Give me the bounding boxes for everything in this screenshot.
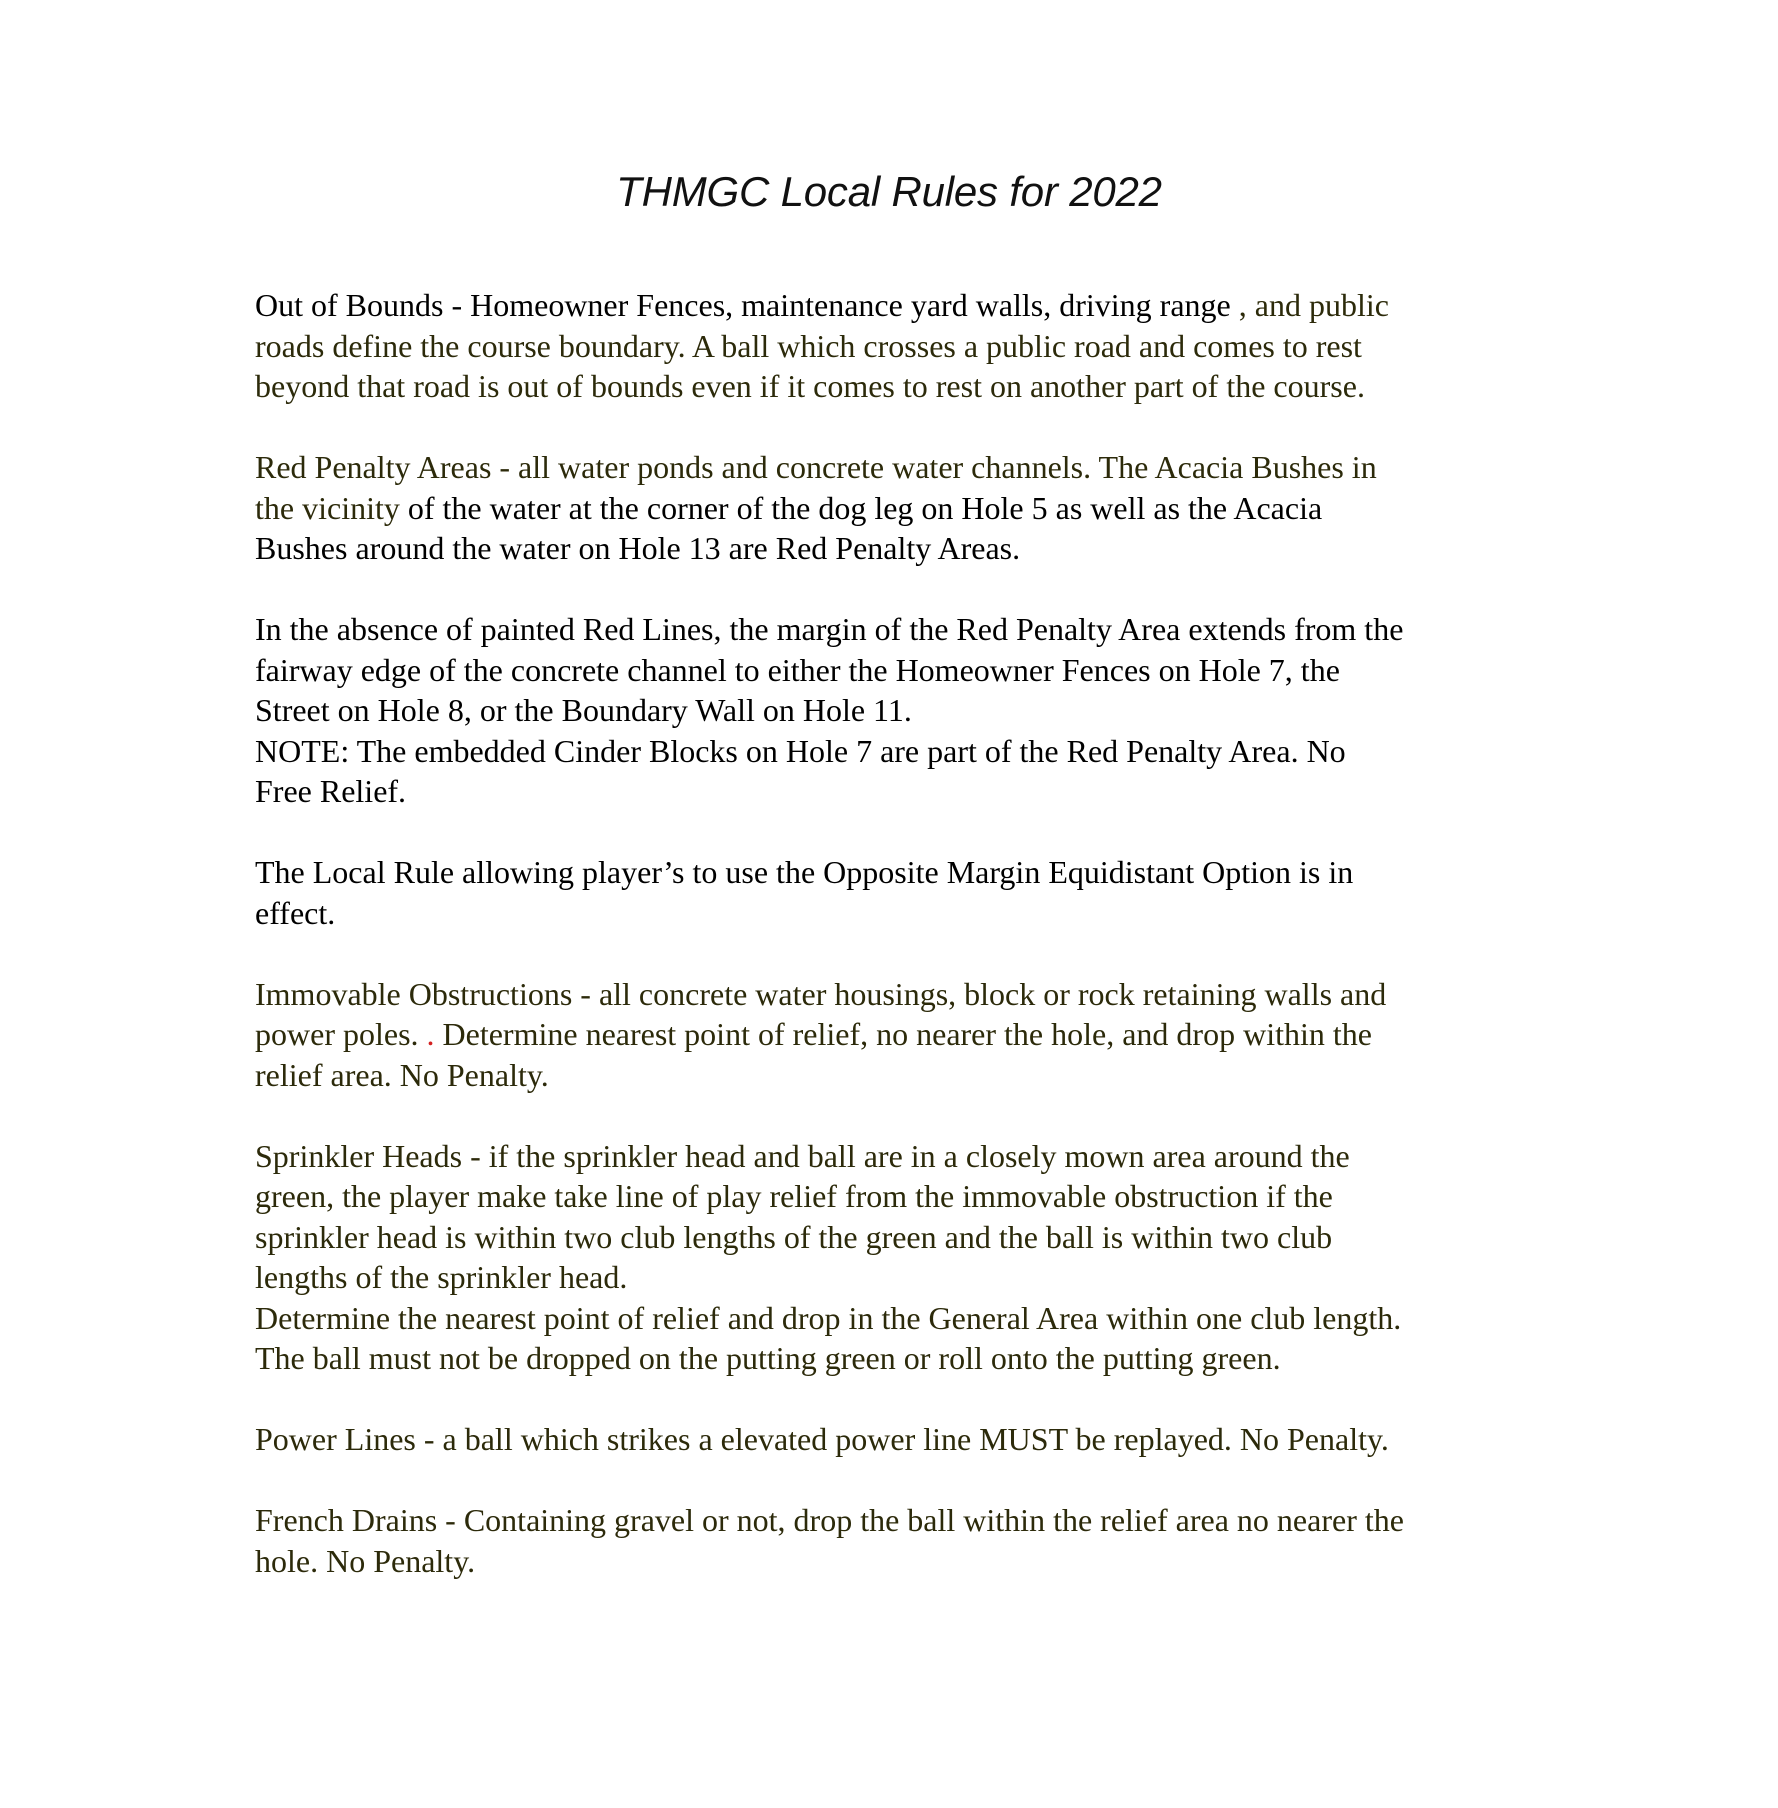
rule-power-lines: Power Lines - a ball which strikes a elevated power line MUST be replayed. No Penalty. xyxy=(255,1421,1389,1457)
immovable-obstructions-text-2: Determine nearest point of relief, no nearer the hole, and drop within the relief area. No Penalty. xyxy=(255,1016,1372,1093)
rule-red-penalty-margin: In the absence of painted Red Lines, the margin of the Red Penalty Area extends from the fairway edge of the concrete channel to either the Homeowner Fences on Hole 7, the Street on Hole 8, or the Boundary Wall on Hole 11. NOTE: The embedded Cinder Blocks on Hole 7 are part of the Red Penalty Area. No Free Relief. xyxy=(255,611,1404,809)
immovable-obstructions-text-1: Immovable Obstructions - all concrete water housings, block or rock retaining walls and power poles. xyxy=(255,975,1387,1052)
red-penalty-text-black: of the water at the corner of the dog leg on Hole 5 as well as the Acacia Bushes around the water on Hole 13 are Red Penalty Areas. xyxy=(255,489,1323,566)
document-body xyxy=(255,285,1545,1622)
red-penalty-text-olive: Red Penalty Areas - all water ponds and concrete water channels. The Acacia Bushes in the vicinity xyxy=(255,449,1377,526)
rule-immovable-obstructions xyxy=(255,974,1545,1096)
red-dot-mark: . xyxy=(426,1016,435,1052)
rule-red-penalty-areas xyxy=(255,447,1545,569)
rule-out-of-bounds xyxy=(255,285,1545,407)
out-of-bounds-text-black: Out of Bounds - Homeowner Fences, maintenance yard walls, driving range xyxy=(255,287,1239,323)
out-of-bounds-text-olive: , and public roads define the course boundary. A ball which crosses a public road and comes to rest beyond that road is out of bounds even if it comes to rest on another part of the course. xyxy=(255,287,1389,404)
rule-opposite-margin: The Local Rule allowing player’s to use the Opposite Margin Equidistant Option is in effect. xyxy=(255,854,1354,931)
rule-french-drains: French Drains - Containing gravel or not, drop the ball within the relief area no nearer the hole. No Penalty. xyxy=(255,1502,1404,1579)
document-title: THMGC Local Rules for 2022 xyxy=(616,168,1162,215)
rule-sprinkler-heads: Sprinkler Heads - if the sprinkler head and ball are in a closely mown area around the green, the player make take line of play relief from the immovable obstruction if the sprinkler head is within two club lengths of the green and the ball is within two club lengths of the sprinkler head. Determine the nearest point of relief and drop in the General Area within one club length. The ball must not be dropped on the putting green or roll onto the putting green. xyxy=(255,1137,1402,1376)
